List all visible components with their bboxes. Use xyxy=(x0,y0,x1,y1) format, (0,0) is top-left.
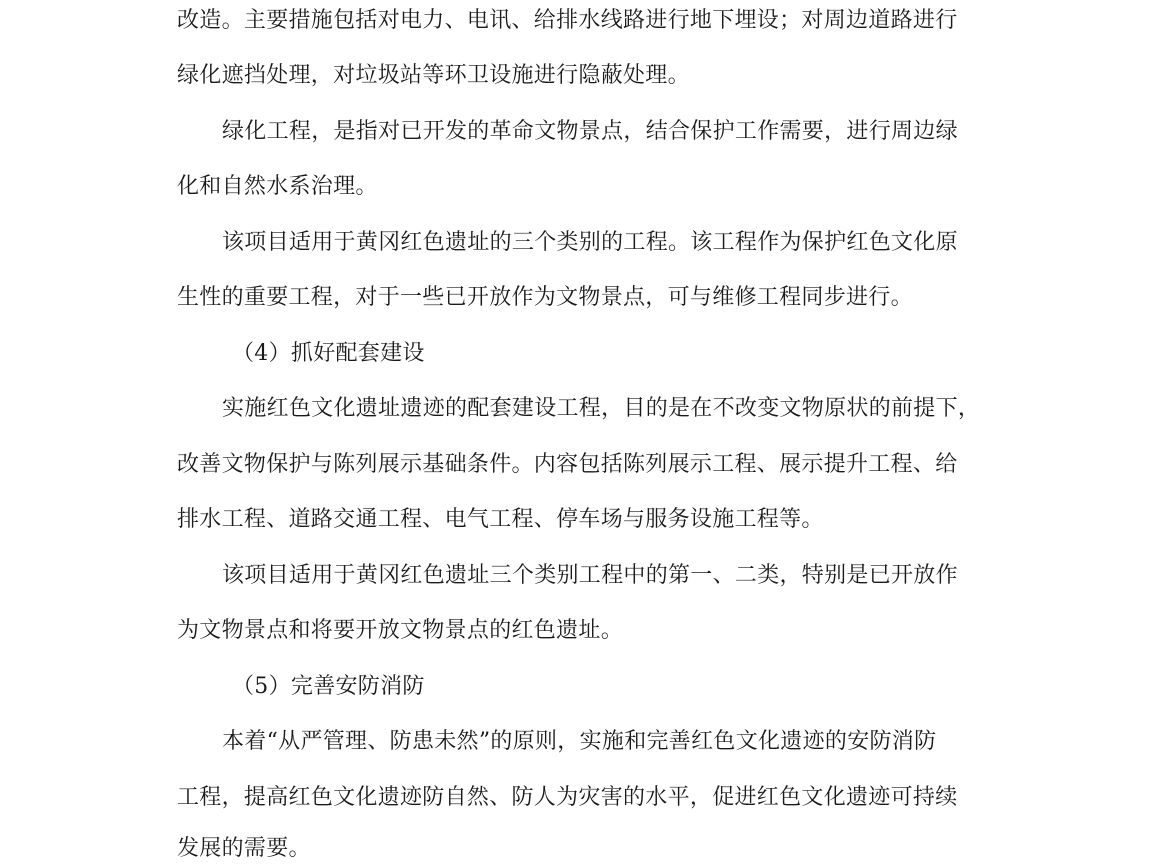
text-line-3: 绿化工程，是指对已开发的革命文物景点，结合保护工作需要，进行周边绿 xyxy=(222,119,958,144)
text-line-2: 绿化遮挡处理，对垃圾站等环卫设施进行隐蔽处理。 xyxy=(177,63,690,88)
text-line-5: 该项目适用于黄冈红色遗址的三个类别的工程。该工程作为保护红色文化原 xyxy=(222,230,958,255)
section-heading-5: （5）完善安防消防 xyxy=(232,674,425,699)
text-line-10: 排水工程、道路交通工程、电气工程、停车场与服务设施工程等。 xyxy=(177,507,824,532)
text-line-12: 为文物景点和将要开放文物景点的红色遗址。 xyxy=(177,618,624,643)
text-line-9: 改善文物保护与陈列展示基础条件。内容包括陈列展示工程、展示提升工程、给 xyxy=(177,452,958,477)
text-line-11: 该项目适用于黄冈红色遗址三个类别工程中的第一、二类，特别是已开放作 xyxy=(222,563,958,588)
text-line-15: 工程，提高红色文化遗迹防自然、防人为灾害的水平，促进红色文化遗迹可持续 xyxy=(177,785,958,810)
text-line-8: 实施红色文化遗址遗迹的配套建设工程，目的是在不改变文物原状的前提下， xyxy=(222,396,981,421)
section-heading-4: （4）抓好配套建设 xyxy=(232,341,425,366)
text-line-16: 发展的需要。 xyxy=(177,836,311,861)
text-line-14: 本着“从严管理、防患未然”的原则，实施和完善红色文化遗迹的安防消防 xyxy=(222,729,937,754)
text-line-6: 生性的重要工程，对于一些已开放作为文物景点，可与维修工程同步进行。 xyxy=(177,285,913,310)
text-line-1: 改造。主要措施包括对电力、电讯、给排水线路进行地下埋设；对周边道路进行 xyxy=(177,8,958,33)
text-line-4: 化和自然水系治理。 xyxy=(177,174,378,199)
